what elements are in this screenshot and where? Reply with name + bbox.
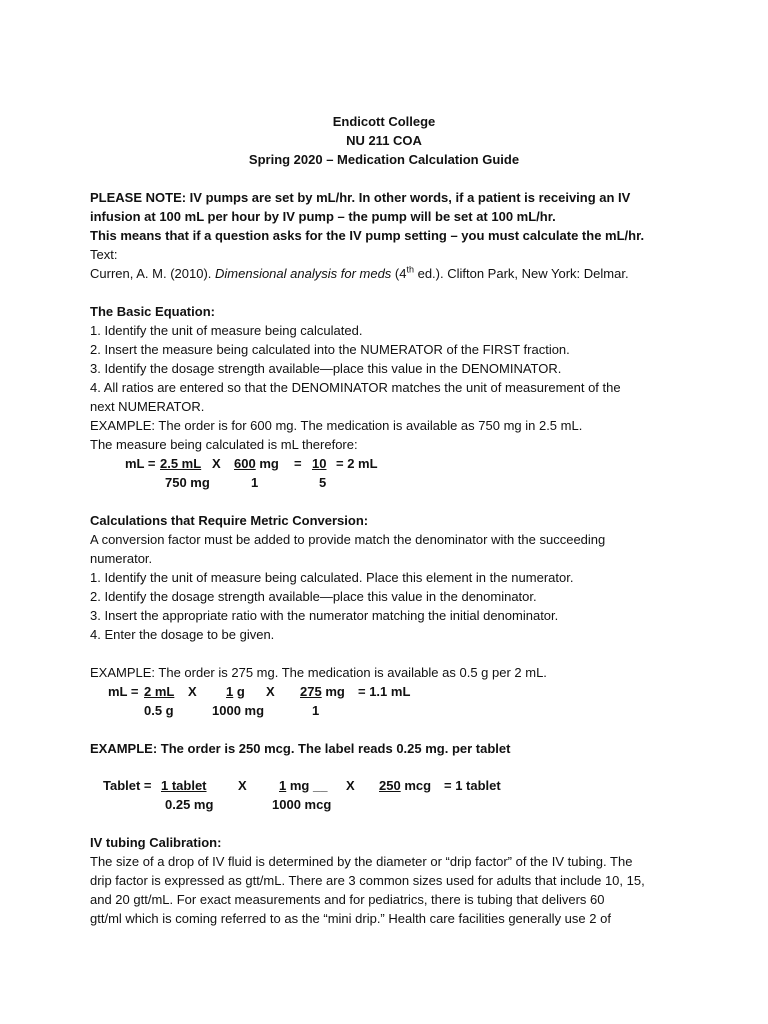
eq-lhs: mL = — [125, 456, 156, 471]
metric-step-4: 4. Enter the dosage to be given. — [90, 627, 275, 642]
note-line-2: infusion at 100 mL per hour by IV pump – the pump will be set at 100 mL/hr. — [90, 209, 556, 224]
eq1-lhs: mL = — [108, 684, 139, 699]
basic-step-3: 3. Identify the dosage strength available—place this value in the DENOMINATOR. — [90, 361, 562, 376]
note-line-3: This means that if a question asks for the IV pump setting – you must calculate the mL/hr. — [90, 228, 645, 243]
basic-step-2: 2. Insert the measure being calculated into the NUMERATOR of the FIRST fraction. — [90, 342, 570, 357]
citation — [90, 264, 629, 283]
eq-denominator-2: 1 — [251, 475, 259, 490]
basic-example: EXAMPLE: The order is for 600 mg. The medication is available as 750 mg in 2.5 mL. — [90, 418, 583, 433]
eq1-times-1: X — [188, 684, 197, 699]
eq2-numerator-1: 1 tablet — [161, 778, 207, 793]
eq2-denominator-1: 0.25 mg — [165, 797, 214, 812]
guide-title: Spring 2020 – Medication Calculation Guide — [248, 152, 520, 167]
metric-intro-1: A conversion factor must be added to provide match the denominator with the succeeding — [90, 532, 606, 547]
metric-step-3: 3. Insert the appropriate ratio with the numerator matching the initial denominator. — [90, 608, 559, 623]
eq2-times-2: X — [346, 778, 355, 793]
eq-times-1: X — [212, 456, 221, 471]
eq-numerator-3: 10 — [312, 456, 327, 471]
metric-heading: Calculations that Require Metric Conversion: — [90, 513, 369, 528]
metric-step-2: 2. Identify the dosage strength available—place this value in the denominator. — [90, 589, 537, 604]
eq-numerator-1: 2.5 mL — [160, 456, 202, 471]
eq-denominator-3: 5 — [319, 475, 327, 490]
eq1-result: = 1.1 mL — [358, 684, 411, 699]
basic-step-1: 1. Identify the unit of measure being calculated. — [90, 323, 363, 338]
citation-prefix: Curren, A. M. (2010). — [90, 266, 215, 281]
citation-suffix: ed.). Clifton Park, New York: Delmar. — [413, 266, 629, 281]
eq1-times-2: X — [266, 684, 275, 699]
eq1-numerator-3: 275 mg — [300, 684, 345, 699]
eq2-denominator-2: 1000 mcg — [272, 797, 332, 812]
text-label: Text: — [90, 247, 118, 262]
citation-title: Dimensional analysis for meds — [215, 266, 392, 281]
metric-example-2: EXAMPLE: The order is 250 mcg. The label reads 0.25 mg. per tablet — [90, 741, 511, 756]
iv-line-1: The size of a drop of IV fluid is determined by the diameter or “drip factor” of the IV tubing. The — [90, 854, 633, 869]
eq1-denominator-3: 1 — [312, 703, 320, 718]
eq1-denominator-1: 0.5 g — [144, 703, 174, 718]
eq2-times-1: X — [238, 778, 247, 793]
basic-heading: The Basic Equation: — [90, 304, 215, 319]
metric-step-1: 1. Identify the unit of measure being calculated. Place this element in the numerator. — [90, 570, 574, 585]
eq-numerator-2: 600 mg — [234, 456, 279, 471]
note-line-1: PLEASE NOTE: IV pumps are set by mL/hr. In other words, if a patient is receiving an IV — [90, 190, 631, 205]
eq1-numerator-1: 2 mL — [144, 684, 175, 699]
basic-step-4-cont: next NUMERATOR. — [90, 399, 205, 414]
eq-result: = 2 mL — [336, 456, 378, 471]
course-code: NU 211 COA — [346, 133, 422, 148]
eq-equals-1: = — [294, 456, 302, 471]
eq2-numerator-2: 1 mg __ — [279, 778, 328, 793]
eq-denominator-1: 750 mg — [165, 475, 210, 490]
eq1-numerator-2: 1 g — [226, 684, 245, 699]
eq2-numerator-3: 250 mcg — [379, 778, 432, 793]
eq1-denominator-2: 1000 mg — [212, 703, 265, 718]
basic-step-4: 4. All ratios are entered so that the DENOMINATOR matches the unit of measurement of the — [90, 380, 621, 395]
citation-sup: th — [406, 264, 414, 275]
citation-edition: (4 — [391, 266, 407, 281]
iv-line-4: gtt/ml which is coming referred to as the “mini drip.” Health care facilities generally use 2 of — [90, 911, 611, 926]
basic-example-2: The measure being calculated is mL therefore: — [90, 437, 358, 452]
iv-line-2: drip factor is expressed as gtt/mL. There are 3 common sizes used for adults that include 10, 15, — [90, 873, 645, 888]
iv-heading: IV tubing Calibration: — [90, 835, 222, 850]
eq2-result: = 1 tablet — [444, 778, 501, 793]
metric-example-1: EXAMPLE: The order is 275 mg. The medication is available as 0.5 g per 2 mL. — [90, 665, 547, 680]
institution-title: Endicott College — [332, 114, 436, 129]
eq2-lhs: Tablet = — [103, 778, 152, 793]
iv-line-3: and 20 gtt/mL. For exact measurements and for pediatrics, there is tubing that delivers 60 — [90, 892, 605, 907]
metric-intro-2: numerator. — [90, 551, 153, 566]
